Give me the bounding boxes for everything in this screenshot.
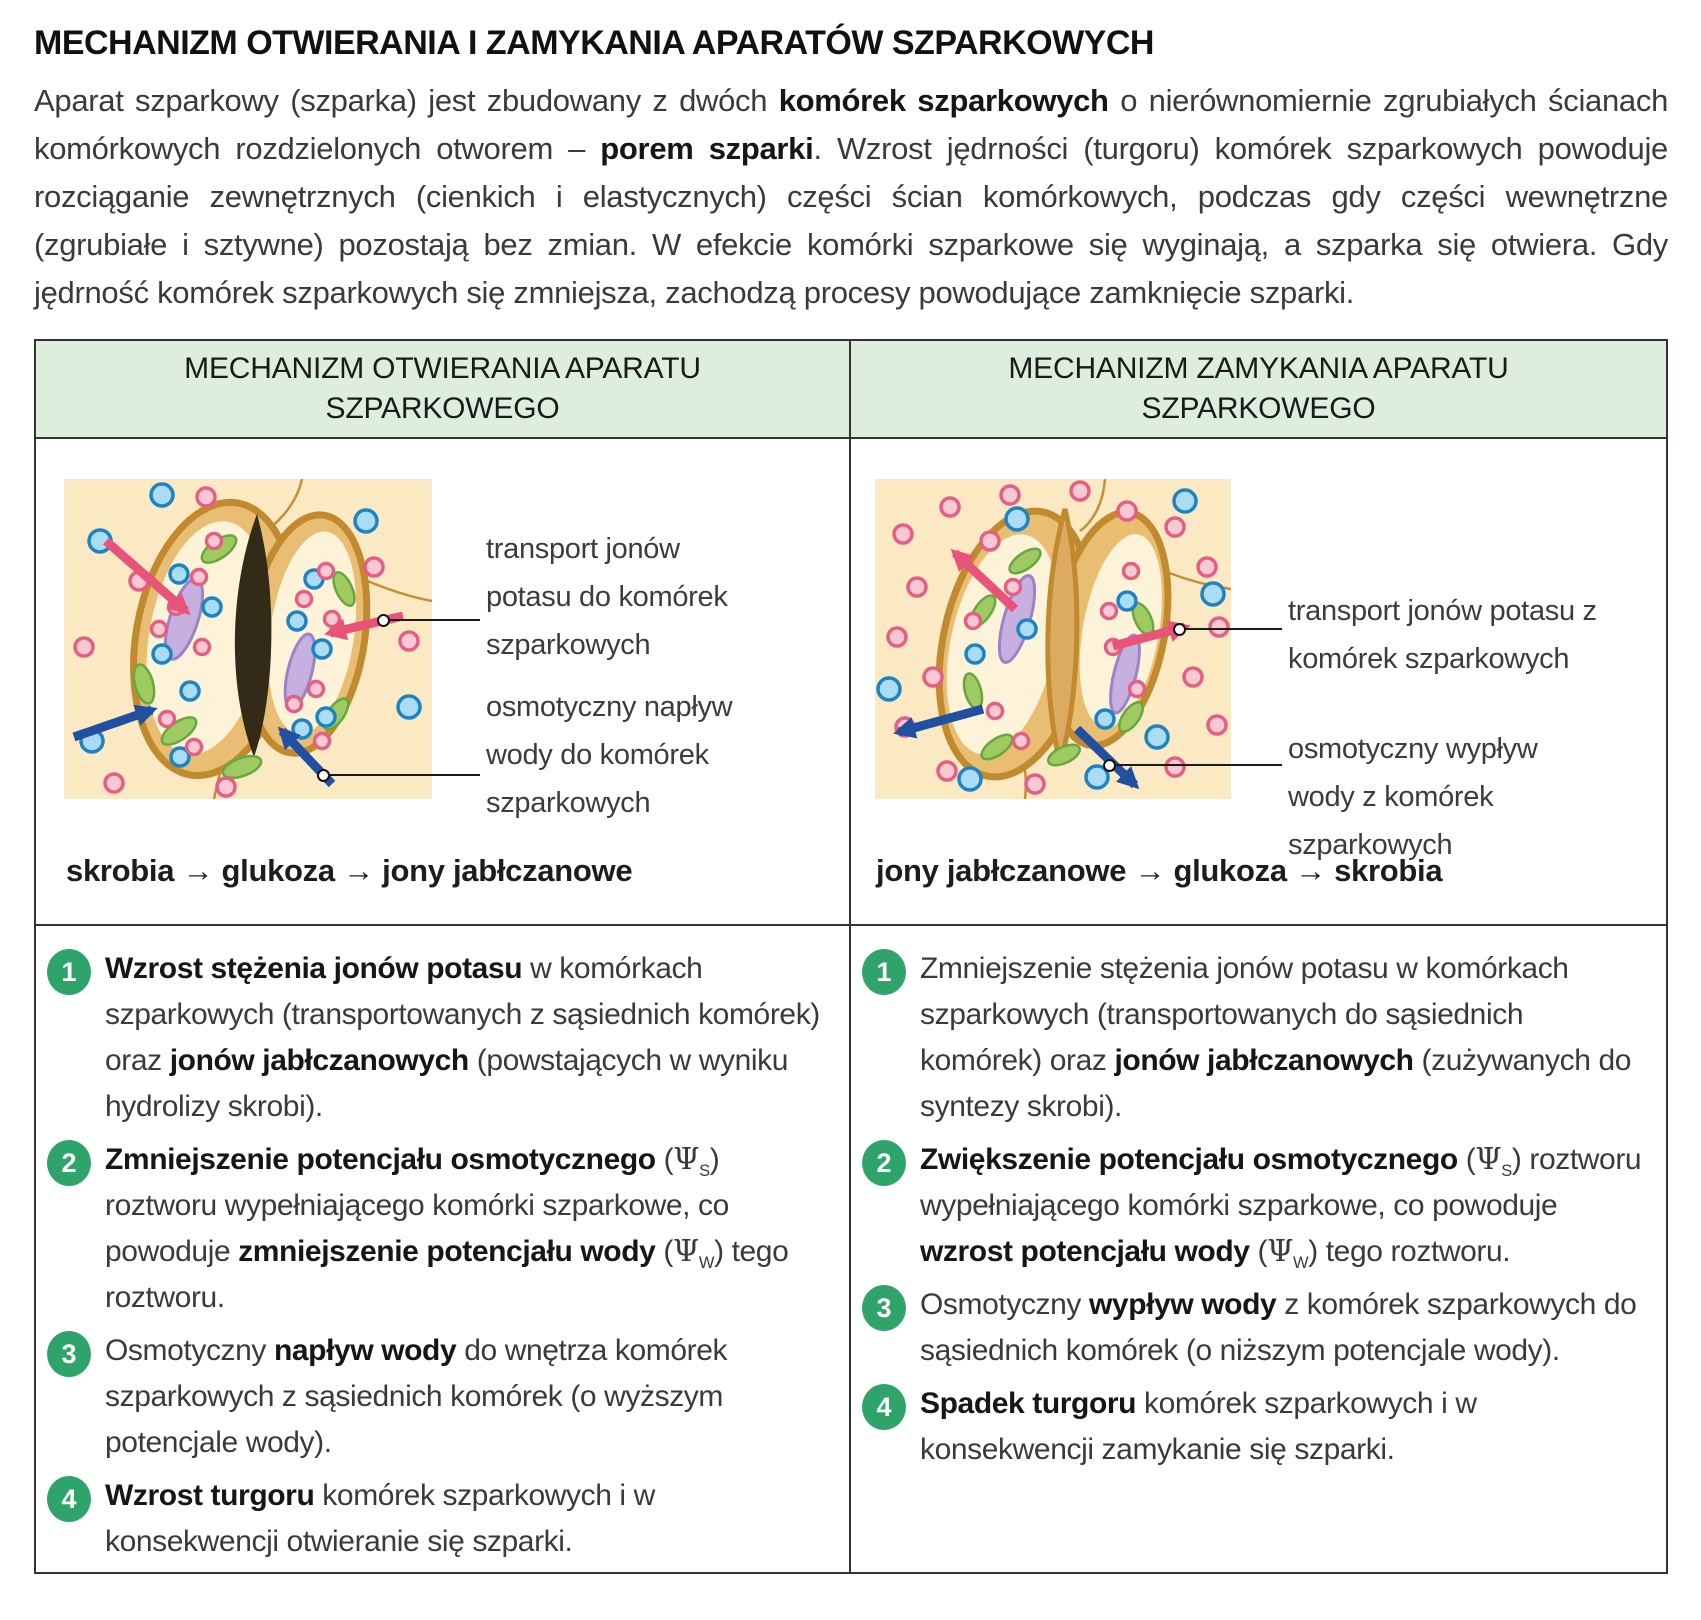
step-text: Osmotyczny wypływ wody z komórek szparkowych do sąsiednich komórek (o niższym potencjale wody). (920, 1288, 1637, 1367)
step-item (862, 1381, 1652, 1473)
step-text: Osmotyczny napływ wody do wnętrza komórek szparkowych z sąsiednich komórek (o wyższym potencjale wody). (105, 1334, 728, 1459)
step-number-badge: 3 (47, 1331, 91, 1377)
figure-label-water-in: osmotyczny napływ wody do komórek szparkowych (486, 691, 733, 819)
step-item (862, 946, 1652, 1130)
figure-row (36, 439, 1666, 926)
figure-cell-closing (851, 439, 1666, 926)
step-item (47, 946, 835, 1130)
step-item (47, 1328, 835, 1466)
steps-row (36, 926, 1666, 1572)
closed-stoma-diagram (875, 479, 1231, 799)
figure-label-potassium-out: transport jonów potasu z komórek szparkowych (1288, 595, 1597, 675)
table-header-row (36, 341, 1666, 439)
mechanism-table (34, 339, 1668, 1574)
label-connector-potassium (384, 619, 480, 621)
figure-label-potassium-in: transport jonów potasu do komórek szparkowych (486, 533, 728, 661)
intro-paragraph: Aparat szparkowy (szparka) jest zbudowany z dwóch komórek szparkowych o nierównomiernie zgrubiałych ścianach komórkowych rozdzielonych otworem – porem szparki. Wzrost jędrności (turgoru) komórek szparkowych powoduje rozciąganie zewnętrznych (cienkich i elastycznych) części ścian komórkowych, podczas gdy części wewnętrzne (zgrubiałe i sztywne) pozostają bez zmian. W efekcie komórki szparkowe się wyginają, a szparka się otwiera. Gdy jędrność komórek szparkowych się zmniejsza, zachodzą procesy powodujące zamknięcie szparki. (34, 83, 1669, 310)
step-item (862, 1137, 1652, 1275)
label-connector-water (324, 774, 480, 776)
step-text: Wzrost stężenia jonów potasu w komórkach szparkowych (transportowanych z sąsiednich komórek) oraz jonów jabłczanowych (powstających w wyniku hydrolizy skrobi). (105, 952, 820, 1123)
header-text-opening: MECHANIZM OTWIERANIA APARATU SZPARKOWEGO (184, 352, 701, 425)
header-cell-opening (36, 341, 851, 439)
header-text-closing: MECHANIZM ZAMYKANIA APARATU SZPARKOWEGO (1008, 352, 1509, 425)
step-item (47, 1137, 835, 1321)
step-number-badge: 2 (862, 1140, 906, 1186)
step-number-badge: 1 (47, 949, 91, 995)
label-connector-potassium (1180, 628, 1282, 630)
steps-closing (851, 926, 1666, 1572)
step-text: Spadek turgoru komórek szparkowych i w konsekwencji zamykanie się szparki. (920, 1387, 1477, 1466)
steps-opening (36, 926, 851, 1572)
step-text: Zmniejszenie potencjału osmotycznego $(\Psi_S)$ roztworu wypełniającego komórki szparkowe, co powoduje zmniejszenie potencjału wody $(\Psi_W)$ tego roztworu. (105, 1142, 789, 1314)
conversion-formula-opening: skrobia → glukoza → jony jabłczanowe (66, 853, 633, 888)
figure-label-water-out: osmotyczny wypływ wody z komórek szparkowych (1288, 733, 1538, 861)
step-item (47, 1473, 835, 1565)
step-text: Wzrost turgoru komórek szparkowych i w konsekwencji otwieranie się szparki. (105, 1479, 655, 1558)
step-number-badge: 1 (862, 949, 906, 995)
open-stoma-diagram (64, 479, 432, 799)
step-number-badge: 4 (47, 1476, 91, 1522)
label-connector-water (1110, 764, 1282, 766)
step-item (862, 1282, 1652, 1374)
page-title: MECHANIZM OTWIERANIA I ZAMYKANIA APARATÓW SZPARKOWYCH (34, 24, 1154, 62)
step-text: Zwiększenie potencjału osmotycznego $(\Psi_S)$ roztworu wypełniającego komórki szparkowe, co powoduje wzrost potencjału wody $(\Psi_W)$ tego roztworu. (920, 1142, 1642, 1272)
step-number-badge: 2 (47, 1140, 91, 1186)
step-text: Zmniejszenie stężenia jonów potasu w komórkach szparkowych (transportowanych do sąsiednich komórek) oraz jonów jabłczanowych (zużywanych do syntezy skrobi). (920, 952, 1632, 1123)
conversion-formula-closing: jony jabłczanowe → glukoza → skrobia (876, 853, 1443, 888)
figure-cell-opening (36, 439, 851, 926)
step-number-badge: 3 (862, 1285, 906, 1331)
step-number-badge: 4 (862, 1384, 906, 1430)
header-cell-closing (851, 341, 1666, 439)
